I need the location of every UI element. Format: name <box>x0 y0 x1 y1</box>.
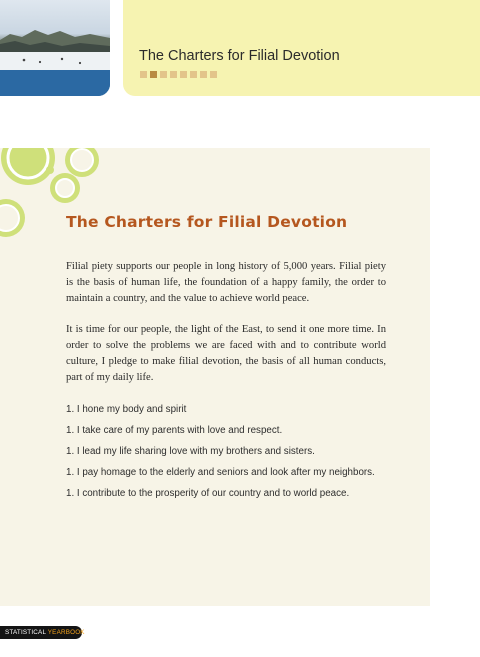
intro-paragraph: Filial piety supports our people in long history of 5,000 years. Filial piety is the basis of human life, the foundation of a happy family, the order to maintain a country, and the value to achieve world peace. <box>66 261 386 304</box>
landscape-illustration <box>0 0 110 96</box>
pledge-paragraph: It is time for our people, the light of the East, to send it one more time. In order to solve the problems we are faced with and to contribute world culture, I pledge to make filial devotion, the basis of all human conducts, part of my daily life. <box>66 324 386 383</box>
footer-badge <box>0 626 85 639</box>
header-title: The Charters for Filial Devotion <box>139 48 340 64</box>
pledge-item: 1. I hone my body and spirit <box>66 404 187 415</box>
header-dot <box>170 71 177 78</box>
pledge-item: 1. I contribute to the prosperity of our country and to world peace. <box>66 488 350 499</box>
header-dot <box>200 71 207 78</box>
pledge-list <box>66 402 396 507</box>
header-dot <box>210 71 217 78</box>
pledge-item: 1. I lead my life sharing love with my brothers and sisters. <box>66 446 315 457</box>
footer-badge-yearbook: YEARBOOK <box>47 629 85 636</box>
page-title: The Charters for Filial Devotion <box>66 213 348 231</box>
footer-badge-statistical: STATISTICAL <box>5 629 48 636</box>
header-dot-active <box>150 71 157 78</box>
pledge-item: 1. I pay homage to the elderly and seniors and look after my neighbors. <box>66 467 375 478</box>
header-dot <box>180 71 187 78</box>
header-dot <box>160 71 167 78</box>
pledge-item: 1. I take care of my parents with love and respect. <box>66 425 283 436</box>
header-dot <box>190 71 197 78</box>
header-dot-indicator <box>140 71 217 78</box>
header-dot <box>140 71 147 78</box>
landscape-photo <box>0 0 110 96</box>
